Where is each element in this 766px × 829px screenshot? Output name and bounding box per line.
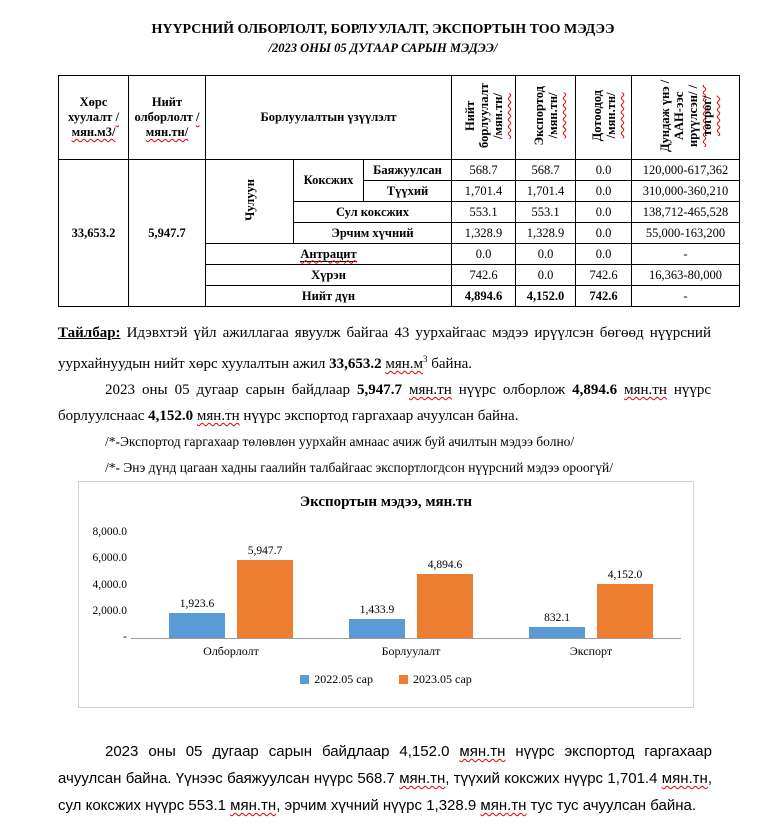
value-cell: 742.6 xyxy=(576,286,632,307)
overburden-total-cell: 33,653.2 xyxy=(59,160,129,307)
row-label-cell: Хүрэн xyxy=(206,265,452,286)
header-price-unit: ирүүлсэн/ /төгрөг/ xyxy=(685,84,714,147)
header-total-sales-cell xyxy=(452,76,516,160)
header-domestic-label: Дотоодод xyxy=(589,89,604,142)
row-label-cell: Түүхий xyxy=(364,181,452,202)
row-label-cell: Эрчим хүчний xyxy=(294,223,452,244)
category-label: Борлуулалт xyxy=(381,644,441,658)
rotated-header xyxy=(532,86,560,145)
legend-item xyxy=(399,672,472,687)
extraction-total-cell: 5,947.7 xyxy=(129,160,206,307)
header-sales-group-label: Борлуулалтын үзүүлэлт xyxy=(260,110,397,124)
header-export-unit: /мян.тн/ xyxy=(545,92,560,139)
value-cell: 0.0 xyxy=(576,160,632,181)
legend-item xyxy=(300,672,373,687)
y-tick-label: 6,000.0 xyxy=(92,552,127,565)
bar-value-label: 4,152.0 xyxy=(607,568,643,581)
value-cell: 742.6 xyxy=(576,265,632,286)
anthracite-label: Антрацит xyxy=(300,246,357,261)
chart-title: Экспортын мэдээ, мян.тн xyxy=(299,494,473,510)
header-domestic-cell xyxy=(576,76,632,160)
legend-label: 2022.05 сар xyxy=(314,672,373,686)
value-cell: 1,701.4 xyxy=(516,181,576,202)
rotated-header xyxy=(463,77,505,155)
bar xyxy=(169,613,225,638)
chart-legend xyxy=(79,672,693,687)
bar-value-label: 5,947.7 xyxy=(247,544,283,557)
bar-group xyxy=(501,533,681,638)
header-total-sales-label: Нийт борлуулалт xyxy=(462,83,491,148)
value-cell: 0.0 xyxy=(576,202,632,223)
header-domestic-unit: /мян.тн/ xyxy=(603,92,618,139)
chart-x-axis-line xyxy=(131,638,681,639)
category-label: Экспорт xyxy=(569,644,613,658)
bar xyxy=(237,560,293,638)
row-label-cell xyxy=(206,244,452,265)
header-price-label: Дундаж үнэ /ААН-ээс xyxy=(657,79,686,152)
header-overburden-label: Хөрс хуулалт xyxy=(67,95,113,124)
rotated-header xyxy=(590,90,618,141)
value-cell: 1,328.9 xyxy=(452,223,516,244)
row-label-cell: Баяжуулсан xyxy=(364,160,452,181)
header-overburden-unit: /мян.м3/ xyxy=(71,110,120,139)
rotated-header xyxy=(658,77,714,155)
summary-section xyxy=(58,738,712,819)
price-cell: - xyxy=(632,286,740,307)
export-bar-chart xyxy=(78,481,694,708)
price-cell: 16,363-80,000 xyxy=(632,265,740,286)
value-cell: 0.0 xyxy=(576,223,632,244)
header-export-label: Экспортод xyxy=(531,85,546,146)
page-subtitle: /2023 ОНЫ 05 ДУГААР САРЫН МЭДЭЭ/ xyxy=(268,41,498,55)
legend-swatch xyxy=(399,675,408,684)
chart-groups xyxy=(141,533,681,638)
bar xyxy=(349,619,405,638)
value-cell: 742.6 xyxy=(452,265,516,286)
footnote-1: /*-Экспортод гаргахаар төлөвлөн уурхайн амнаас ачиж буй ачилтын мэдээ болно/ xyxy=(105,434,575,449)
value-cell: 1,328.9 xyxy=(516,223,576,244)
header-overburden-cell xyxy=(59,76,129,160)
value-cell: 4,894.6 xyxy=(452,286,516,307)
bar xyxy=(597,584,653,638)
legend-label: 2023.05 сар xyxy=(413,672,472,686)
coking-group-cell: Коксжих xyxy=(294,160,364,202)
header-extraction-label: Нийт олборлолт xyxy=(134,95,193,124)
bar-group xyxy=(141,533,321,638)
chart-category-labels xyxy=(141,644,681,659)
footnote-2: /*- Энэ дүнд цагаан хадны гаалийн талбайгаас экспортлогдсон нүүрсний мэдээ ороогүй/ xyxy=(105,460,613,475)
price-cell: 138,712-465,528 xyxy=(632,202,740,223)
y-tick-label: 4,000.0 xyxy=(92,578,127,591)
category-label: Олборлолт xyxy=(203,644,259,658)
price-cell: 120,000-617,362 xyxy=(632,160,740,181)
notes-paragraph-1: Тайлбар: Идэвхтэй үйл ажиллагаа явуулж байгаа 43 уурхайгаас мэдээ ирүүлсэн бөгөөд нүүрсний уурхайнуудын нийт хөрс хуулалтын ажил 33,653.2 $мян.м^3$ байна. xyxy=(58,325,711,372)
coal-statistics-table xyxy=(58,75,740,307)
bar xyxy=(417,574,473,638)
value-cell: 0.0 xyxy=(452,244,516,265)
page-title: НҮҮРСНИЙ ОЛБОРЛОЛТ, БОРЛУУЛАЛТ, ЭКСПОРТЫН ТОО МЭДЭЭ xyxy=(151,22,615,37)
notes-paragraph-2: 2023 оны 05 дугаар сарын байдлаар 5,947.7 мян.тн нүүрс олборлож 4,894.6 мян.тн нүүрс борлуулснаас 4,152.0 мян.тн нүүрс экспортод гаргахаар ачуулсан байна. xyxy=(58,382,712,424)
value-cell: 0.0 xyxy=(516,244,576,265)
y-tick-label: 2,000.0 xyxy=(92,604,127,617)
bar-value-label: 4,894.6 xyxy=(427,558,463,571)
price-cell: 55,000-163,200 xyxy=(632,223,740,244)
bar xyxy=(529,627,585,638)
bar-value-label: 1,923.6 xyxy=(179,597,215,610)
value-cell: 0.0 xyxy=(576,181,632,202)
value-cell: 0.0 xyxy=(516,265,576,286)
bar-value-label: 1,433.9 xyxy=(359,604,395,617)
summary-paragraph: 2023 оны 05 дугаар сарын байдлаар 4,152.0 мян.тн нүүрс экспортод гаргахаар ачуулсан байна. Үүнээс баяжуулсан нүүрс 568.7 мян.тн, түүхий коксжих нүүрс 1,701.4 мян.тн, сул коксжих нүүрс 553.1 мян.тн, эрчим хүчний нүүрс 1,328.9 мян.тн тус тус ачуулсан байна. xyxy=(58,743,712,814)
coal-type-stone-cell xyxy=(206,160,294,244)
table-header-row xyxy=(59,76,740,160)
price-cell: - xyxy=(632,244,740,265)
stone-rotated-label: Чулуун xyxy=(242,178,257,221)
price-cell: 310,000-360,210 xyxy=(632,181,740,202)
header-extraction-unit: /мян.тн/ xyxy=(145,110,200,139)
value-cell: 1,701.4 xyxy=(452,181,516,202)
value-cell: 0.0 xyxy=(576,244,632,265)
header-extraction-cell xyxy=(129,76,206,160)
header-sales-group-cell xyxy=(206,76,452,160)
value-cell: 568.7 xyxy=(452,160,516,181)
y-tick-label: - xyxy=(123,631,127,643)
notes-section xyxy=(58,320,711,481)
bar-value-label: 832.1 xyxy=(544,612,570,625)
value-cell: 568.7 xyxy=(516,160,576,181)
value-cell: 4,152.0 xyxy=(516,286,576,307)
header-total-sales-unit: /мян.тн/ xyxy=(490,92,505,139)
value-cell: 553.1 xyxy=(452,202,516,223)
total-row-label-cell: Нийт дүн xyxy=(206,286,452,307)
chart-y-axis xyxy=(79,526,127,643)
row-label-cell: Сул коксжих xyxy=(294,202,452,223)
legend-swatch xyxy=(300,675,309,684)
table-row xyxy=(59,160,740,181)
header-export-cell xyxy=(516,76,576,160)
header-price-cell xyxy=(632,76,740,160)
value-cell: 553.1 xyxy=(516,202,576,223)
y-tick-label: 8,000.0 xyxy=(92,526,127,538)
bar-group xyxy=(321,533,501,638)
